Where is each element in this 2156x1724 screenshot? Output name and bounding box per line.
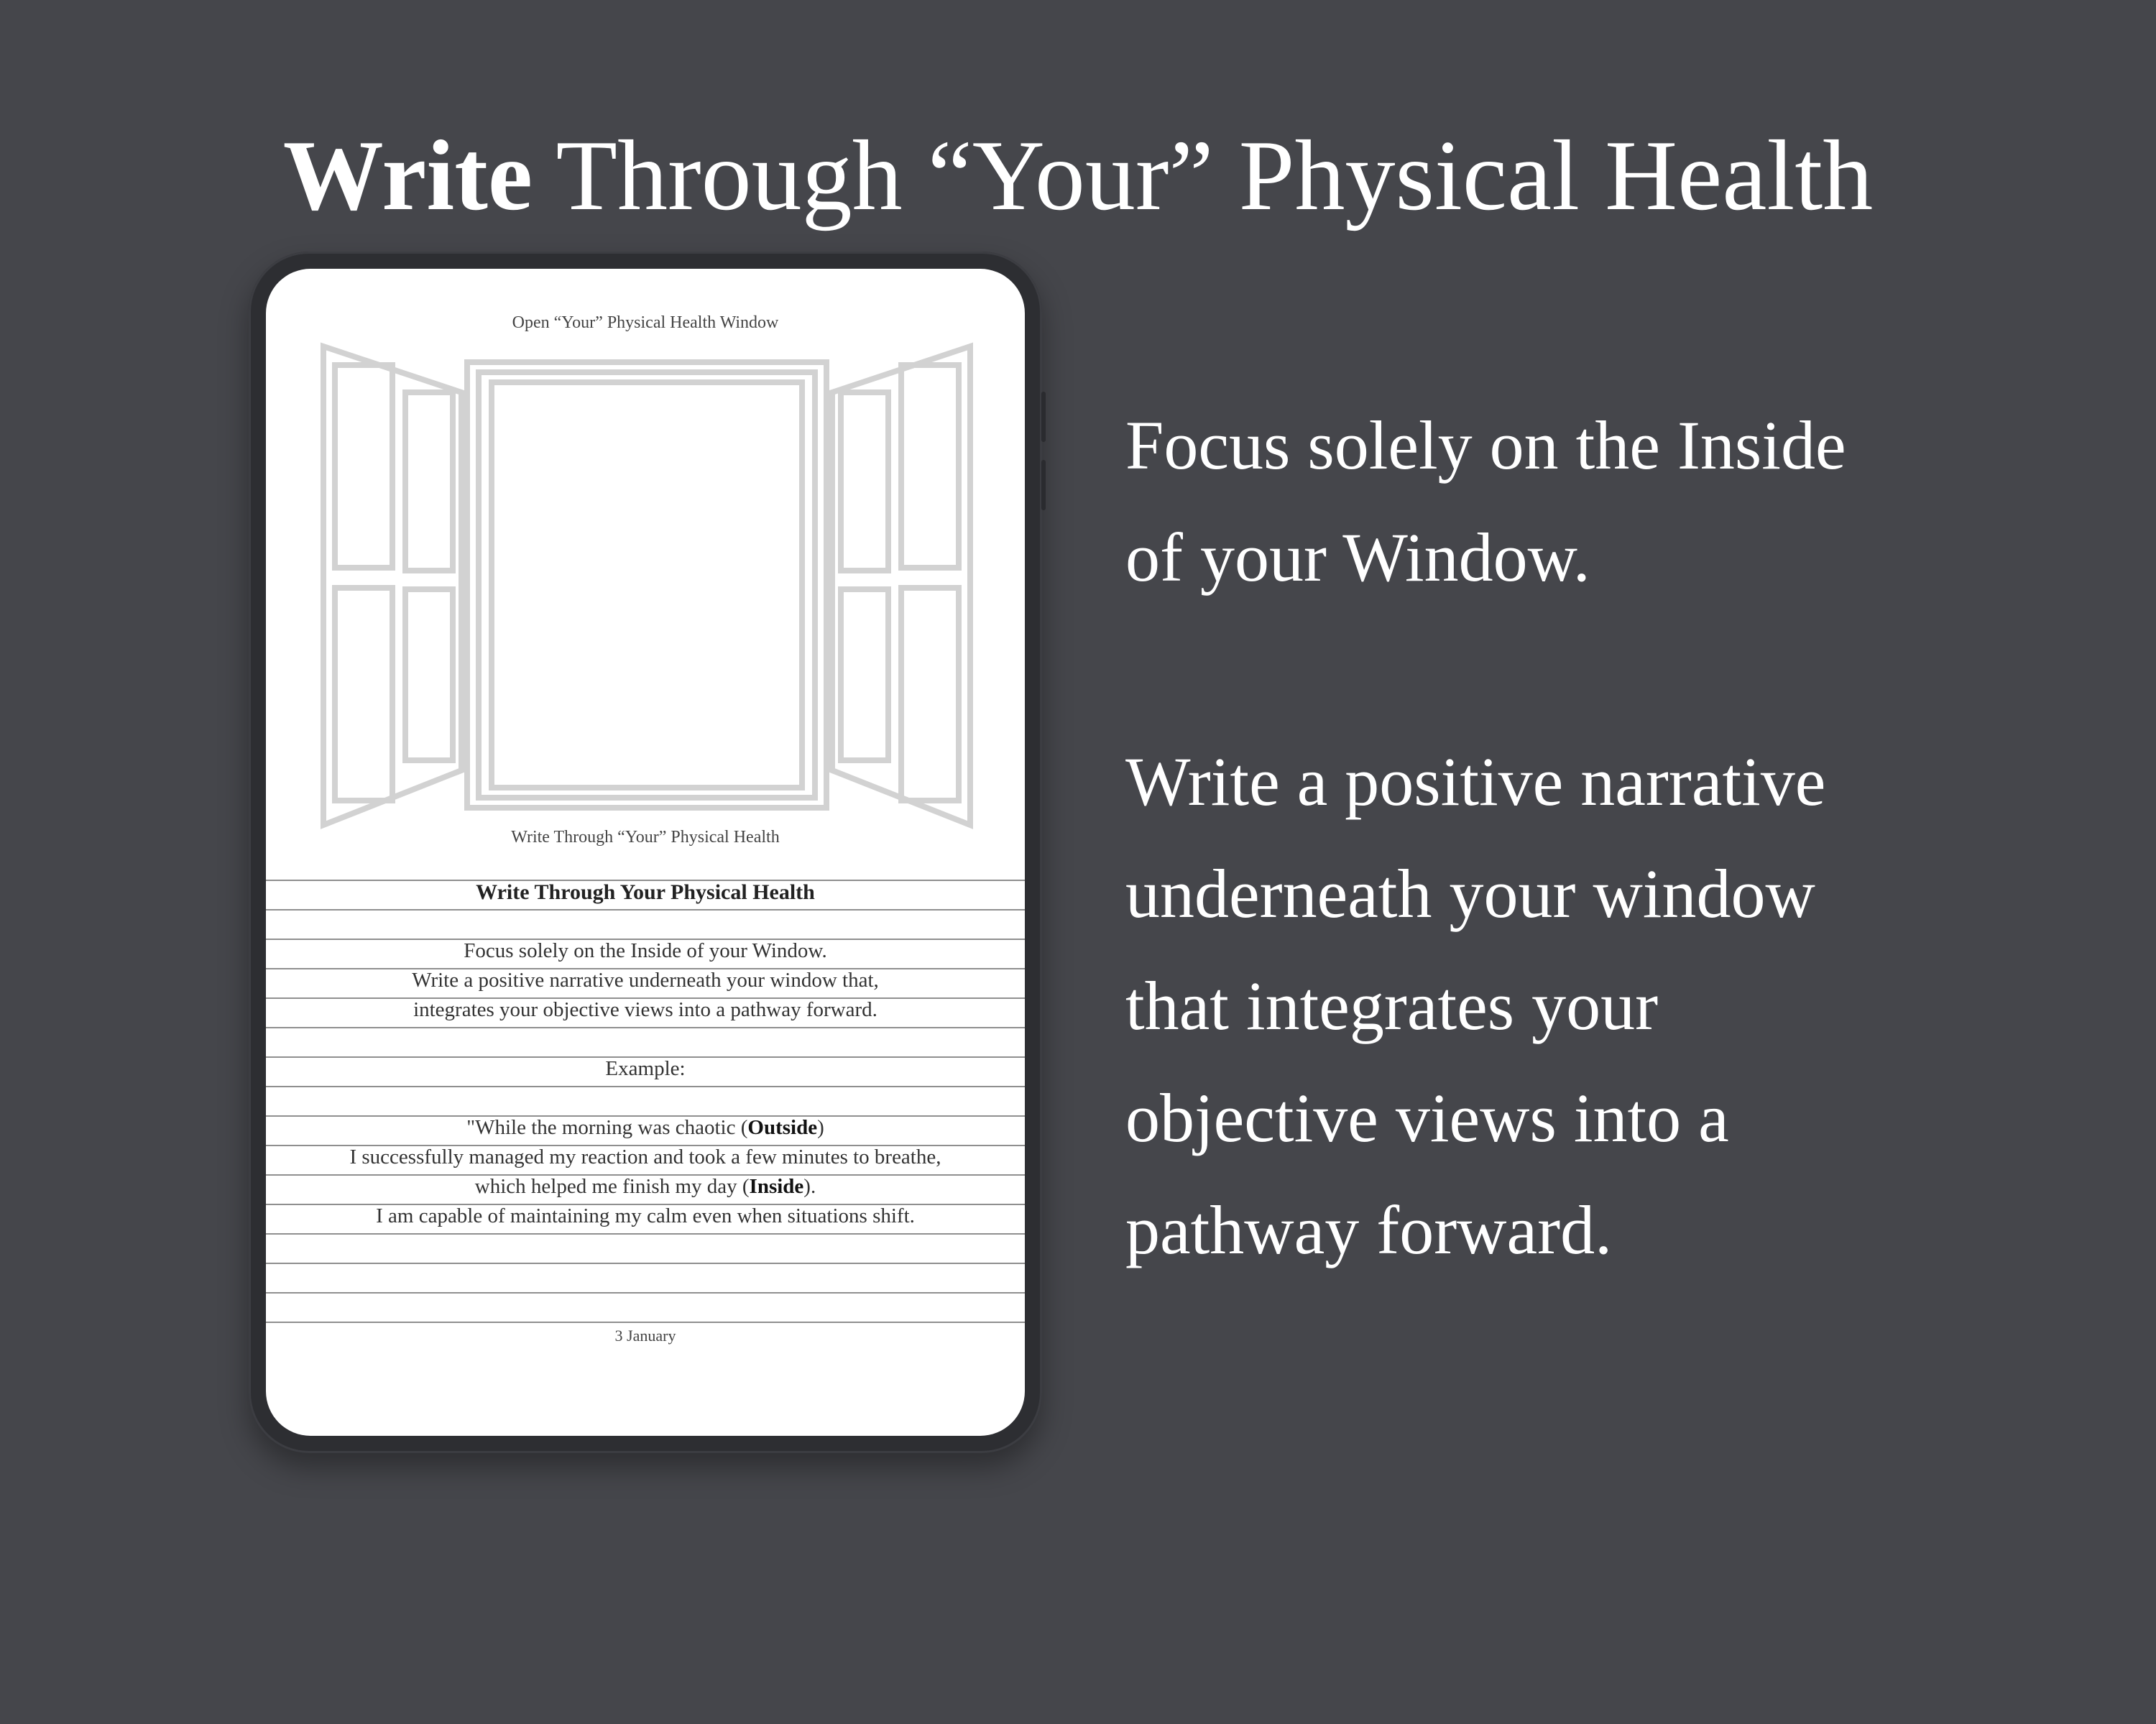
side-line: pathway forward. xyxy=(1125,1191,1613,1268)
instruction-line: integrates your objective views into a pathway forward. xyxy=(413,998,877,1021)
rule-line xyxy=(266,1233,1025,1235)
side-line: objective views into a xyxy=(1125,1079,1729,1156)
tablet-device xyxy=(249,252,1042,1453)
section-title: Write Through Your Physical Health xyxy=(476,880,815,904)
rule-line xyxy=(266,1086,1025,1087)
rule-line xyxy=(266,1292,1025,1294)
side-line: Focus solely on the Inside xyxy=(1125,407,1846,484)
example-line: I am capable of maintaining my calm even when situations shift. xyxy=(376,1204,915,1227)
window-caption: Write Through “Your” Physical Health xyxy=(511,828,780,847)
page-date: 3 January xyxy=(614,1327,676,1345)
side-paragraph-2 xyxy=(1125,726,1825,1286)
example-label: Example: xyxy=(605,1057,686,1080)
rule-line xyxy=(266,1027,1025,1028)
example-line: which helped me finish my day (Inside). xyxy=(474,1175,816,1198)
headline-rest: Through “Your” Physical Health xyxy=(533,120,1874,231)
rule-line xyxy=(266,909,1025,911)
window-title: Open “Your” Physical Health Window xyxy=(512,313,779,332)
tablet-side-button xyxy=(1041,392,1046,442)
open-window-illustration xyxy=(309,341,985,836)
tablet-side-button xyxy=(1041,460,1046,510)
side-line: underneath your window xyxy=(1125,855,1815,932)
inside-keyword: Inside xyxy=(749,1175,804,1198)
tablet-screen xyxy=(266,269,1025,1436)
headline-bold-word: Write xyxy=(282,120,533,231)
rule-line xyxy=(266,1322,1025,1323)
outside-keyword: Outside xyxy=(747,1116,818,1139)
side-line: that integrates your xyxy=(1125,967,1659,1044)
rule-line xyxy=(266,1263,1025,1264)
example-line: I successfully managed my reaction and took a few minutes to breathe, xyxy=(349,1146,941,1168)
instruction-line: Focus solely on the Inside of your Window. xyxy=(464,939,827,962)
side-line: of your Window. xyxy=(1125,519,1590,596)
page-headline xyxy=(0,108,2156,244)
side-paragraph-1 xyxy=(1125,389,1846,614)
example-line: "While the morning was chaotic (Outside) xyxy=(466,1116,824,1139)
side-line: Write a positive narrative xyxy=(1125,743,1826,820)
instruction-line: Write a positive narrative underneath your window that, xyxy=(412,969,879,992)
